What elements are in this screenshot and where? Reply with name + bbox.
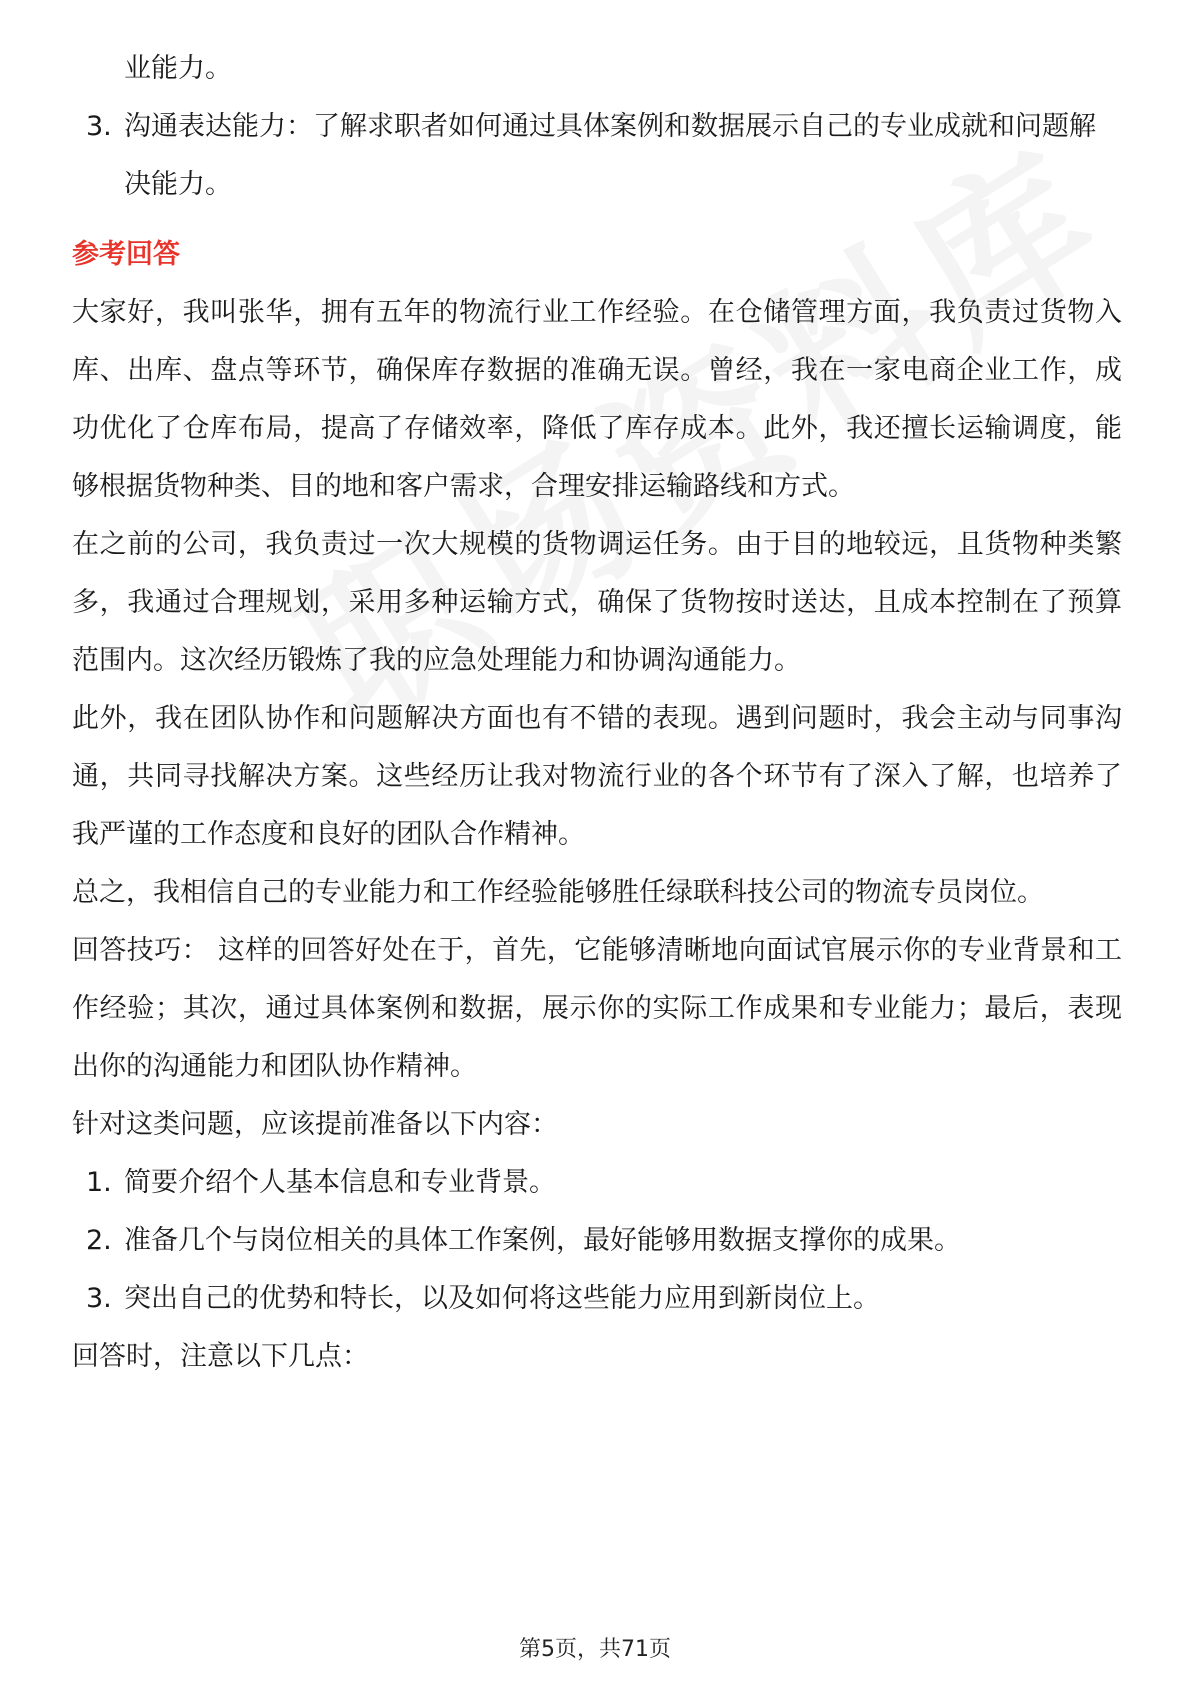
paragraph-experience: 在之前的公司，我负责过一次大规模的货物调运任务。由于目的地较远，且货物种类繁多，我通过合理规划，采用多种运输方式，确保了货物按时送达，且成本控制在了预算范围内。这次经历锻炼了我的应急处理能力和协调沟通能力。 [72,529,1122,676]
list-item-text: 准备几个与岗位相关的具体工作案例，最好能够用数据支撑你的成果。 [124,1225,961,1256]
list-item-number: 3. [86,111,112,142]
list-item [72,1154,1122,1212]
paragraph-teamwork: 此外，我在团队协作和问题解决方面也有不错的表现。遇到问题时，我会主动与同事沟通，共同寻找解决方案。这些经历让我对物流行业的各个环节有了深入了解，也培养了我严谨的工作态度和良好的团队合作精神。 [72,703,1122,850]
top-numbered-list [72,98,1122,214]
page-number-footer: 第5页，共71页 [519,1637,671,1662]
paragraph-answer-tips: 回答技巧： 这样的回答好处在于，首先，它能够清晰地向面试官展示你的专业背景和工作经验；其次，通过具体案例和数据，展示你的实际工作成果和专业能力；最后，表现出你的沟通能力和团队协作精神。 [72,935,1122,1082]
document-body [72,40,1122,1386]
prep-numbered-list [72,1154,1122,1328]
list-item [72,1212,1122,1270]
list-item-number: 3. [86,1283,112,1314]
paragraph-summary: 总之，我相信自己的专业能力和工作经验能够胜任绿联科技公司的物流专员岗位。 [72,877,1044,908]
list-item [72,98,1122,214]
list-item-text: 沟通表达能力：了解求职者如何通过具体案例和数据展示自己的专业成就和问题解决能力。 [124,111,1096,200]
list-item-text: 突出自己的优势和特长，以及如何将这些能力应用到新岗位上。 [124,1283,880,1314]
section-title-reference-answer: 参考回答 [72,239,180,270]
list-item-text: 简要介绍个人基本信息和专业背景。 [124,1167,556,1198]
list-continued-text: 业能力。 [124,53,232,84]
paragraph-prep-intro: 针对这类问题，应该提前准备以下内容： [72,1109,558,1140]
list-item-number: 2. [86,1225,112,1256]
list-item-number: 1. [86,1167,112,1198]
paragraph-closing: 回答时，注意以下几点： [72,1341,369,1372]
paragraph-intro: 大家好，我叫张华，拥有五年的物流行业工作经验。在仓储管理方面，我负责过货物入库、出库、盘点等环节，确保库存数据的准确无误。曾经，我在一家电商企业工作，成功优化了仓库布局，提高了存储效率，降低了库存成本。此外，我还擅长运输调度，能够根据货物种类、目的地和客户需求，合理安排运输路线和方式。 [72,297,1122,502]
list-item [72,1270,1122,1328]
